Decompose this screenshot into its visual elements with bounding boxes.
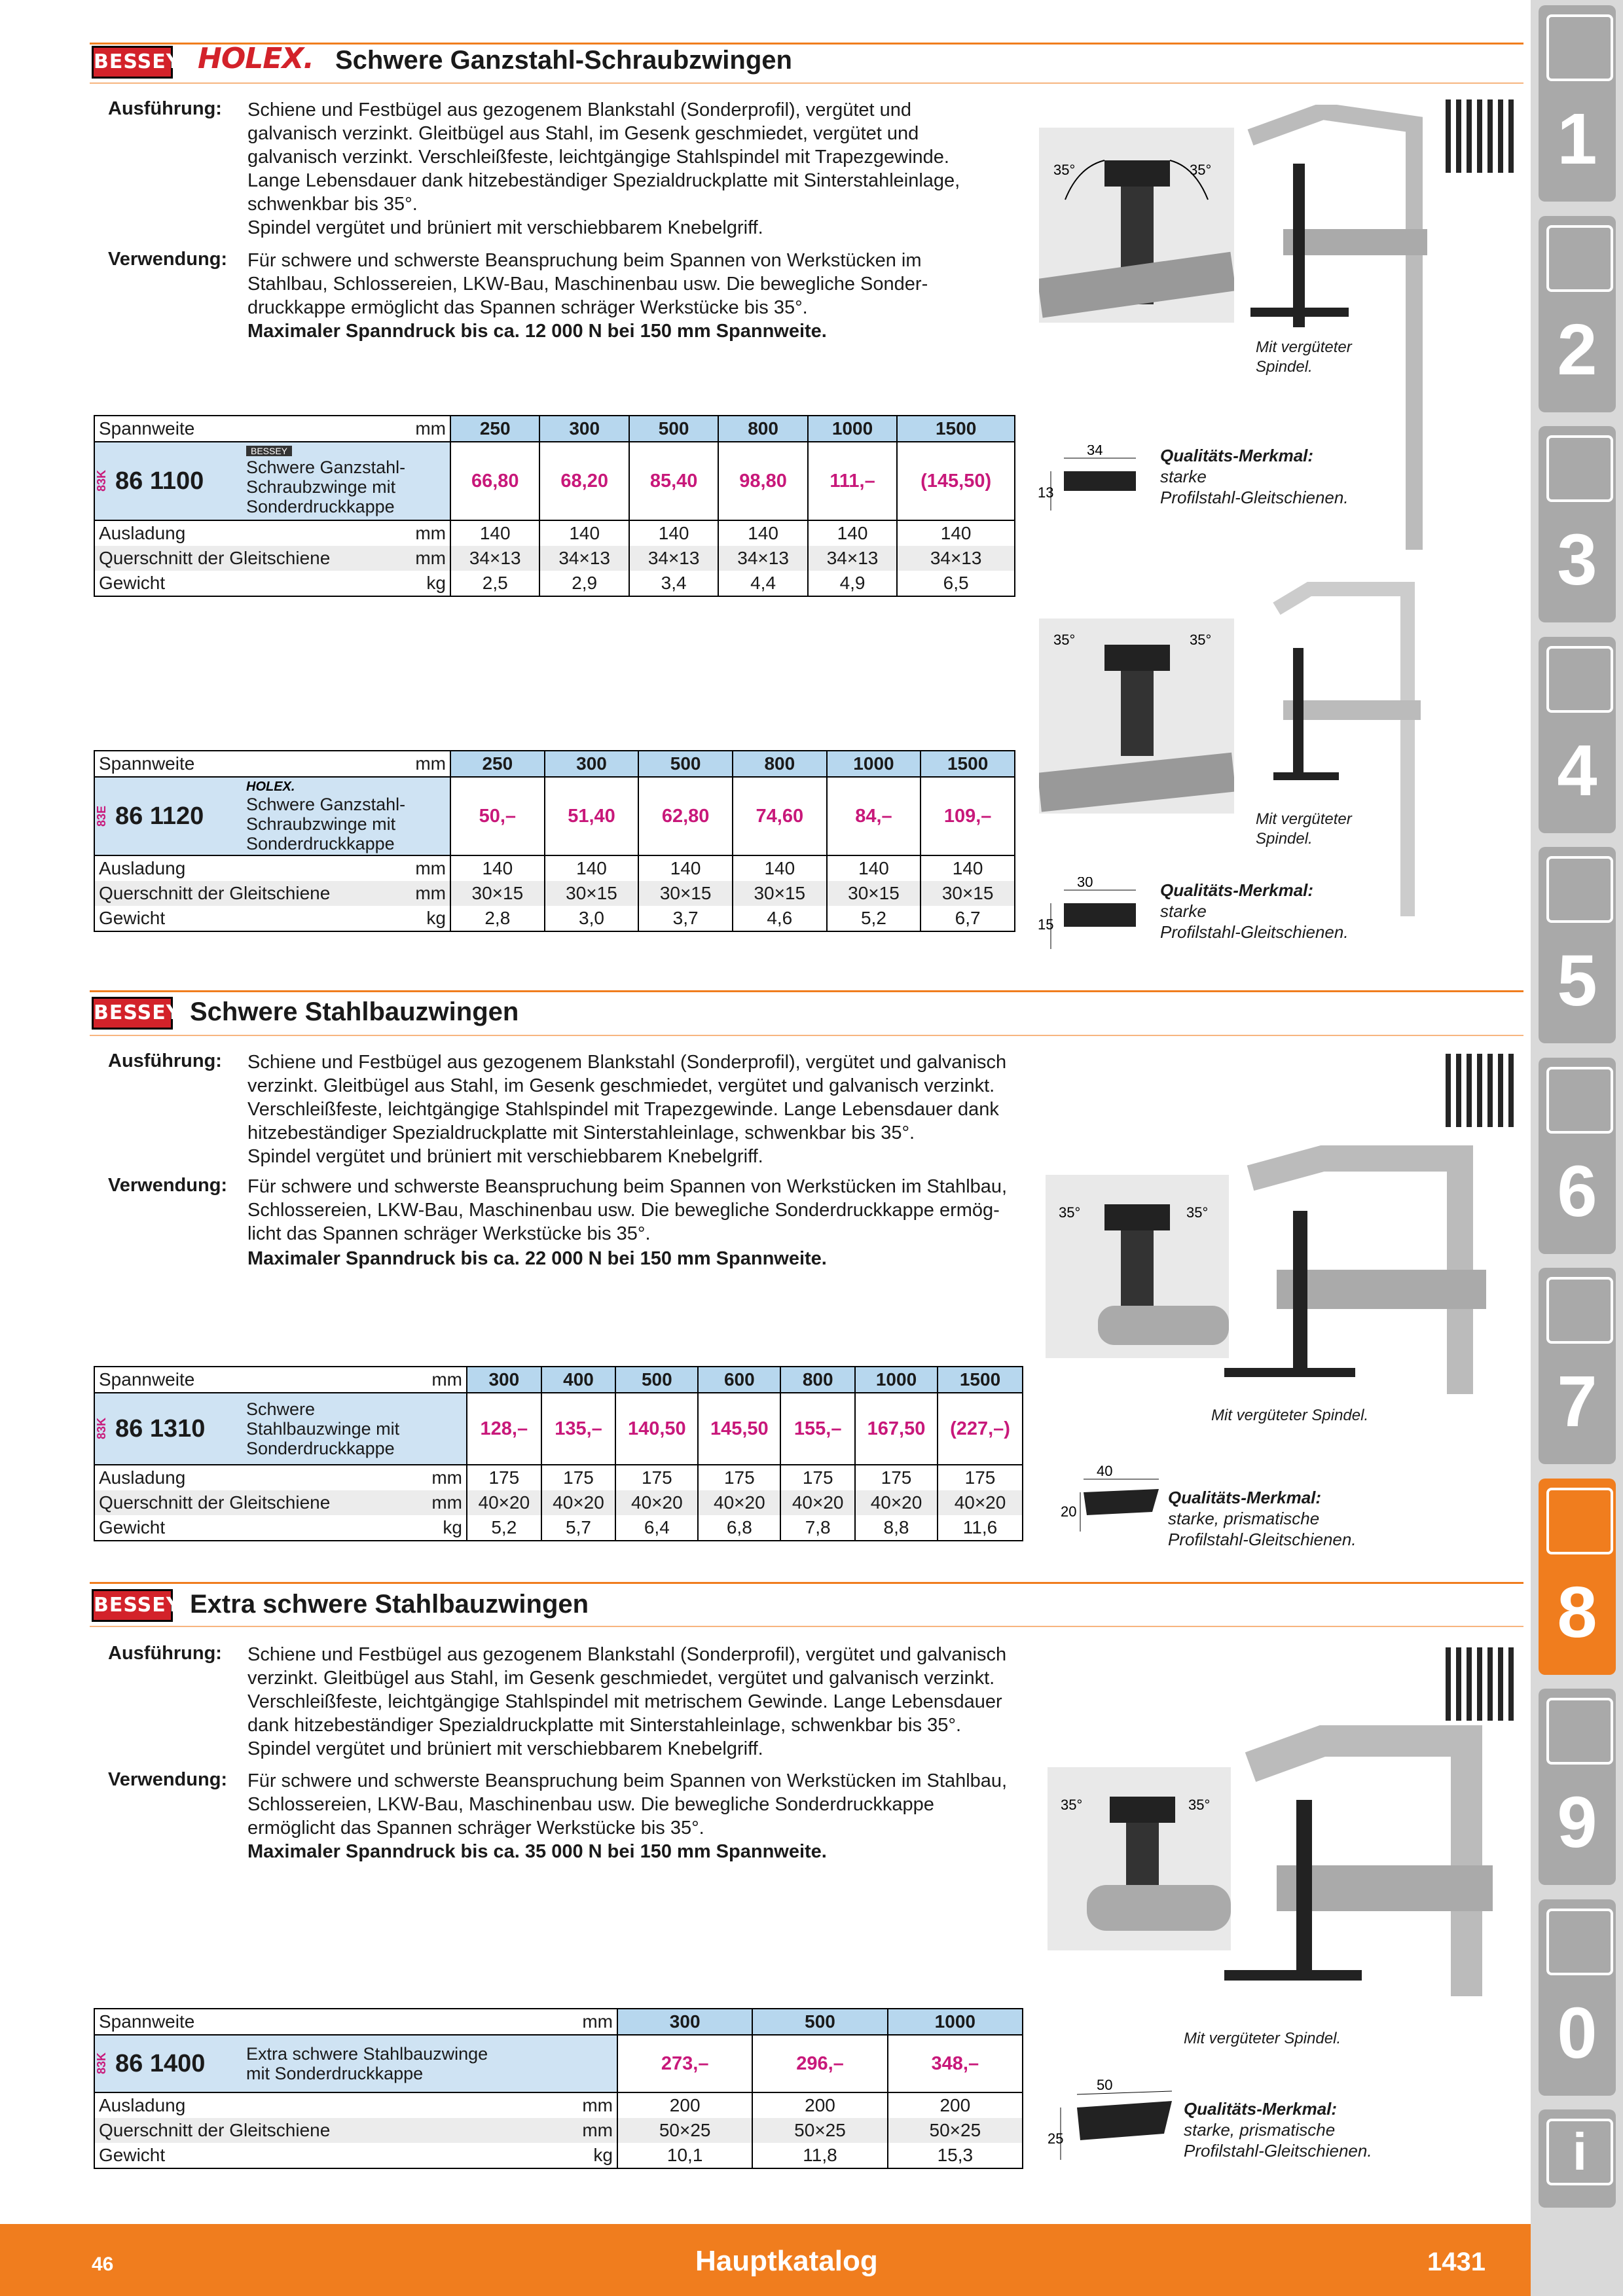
- row-label: Ausladung: [99, 523, 186, 543]
- rail-profile-diagram: [1048, 2078, 1178, 2163]
- qr-code[interactable]: [1446, 99, 1519, 173]
- cell: 140: [827, 855, 921, 881]
- pressure-cap-photo-3: [1046, 1175, 1229, 1358]
- row-unit: kg: [426, 573, 446, 593]
- table-row: [94, 571, 1015, 596]
- chapter-number: 9: [1557, 1782, 1597, 1863]
- page-footer: [0, 2224, 1531, 2296]
- table-head-label: [94, 2009, 617, 2035]
- table-row: [94, 855, 1015, 881]
- cell: 5,2: [467, 1515, 541, 1541]
- price-code: 83K: [95, 470, 108, 492]
- table-row: [94, 2143, 1023, 2168]
- cell: 175: [541, 1465, 616, 1490]
- spanndruck-text: Maximaler Spanndruck bis ca. 35 000 N bei 150 mm Spannweite.: [247, 1841, 827, 1862]
- chapter-number: 5: [1557, 941, 1597, 1021]
- clamp-photo-2: [1270, 576, 1440, 929]
- price-table-861310: [94, 1366, 1023, 1541]
- row-unit: mm: [582, 2095, 613, 2115]
- size-col: 500: [629, 416, 718, 442]
- price: 128,–: [467, 1393, 541, 1465]
- size-col: 1500: [897, 416, 1015, 442]
- table-row: [94, 906, 1015, 931]
- verwendung-label: Verwendung:: [108, 1769, 228, 1790]
- size-col: 600: [698, 1367, 780, 1393]
- table-row: [94, 2118, 1023, 2143]
- cell: 140: [629, 520, 718, 546]
- quality-label: Qualitäts-Merkmal:: [1168, 1488, 1322, 1507]
- quality-note: [1160, 445, 1349, 508]
- size-col: 800: [733, 751, 827, 777]
- bessey-mini-logo: BESSEY: [246, 446, 292, 456]
- cell: 140: [450, 855, 545, 881]
- price: 348,–: [888, 2035, 1023, 2092]
- row-label: Gewicht: [99, 2145, 166, 2165]
- cell: 40×20: [780, 1490, 855, 1515]
- angle-label: 35°: [1061, 1797, 1083, 1813]
- row-unit: mm: [415, 883, 446, 903]
- table-head-text: Spannweite: [99, 418, 195, 439]
- chuck-icon: [1546, 435, 1613, 502]
- section-title: Schwere Stahlbauzwingen: [190, 997, 519, 1026]
- table-head-text: Spannweite: [99, 2011, 195, 2032]
- rail-height: 15: [1038, 916, 1054, 933]
- holex-mini-logo: HOLEX.: [246, 779, 295, 794]
- cell: 7,8: [780, 1515, 855, 1541]
- table-head-label: [94, 1367, 467, 1393]
- price: 273,–: [617, 2035, 752, 2092]
- pressure-cap-photo-4: [1048, 1767, 1231, 1950]
- rail-width: 30: [1077, 877, 1093, 890]
- cell: 140: [733, 855, 827, 881]
- row-unit: mm: [582, 2120, 613, 2140]
- catalog-title: Hauptkatalog: [695, 2245, 878, 2277]
- chapter-number: 8: [1557, 1572, 1597, 1653]
- article-description: Extra schwere Stahlbauzwinge mit Sonderdruckkappe: [246, 2044, 488, 2083]
- cell: 3,4: [629, 571, 718, 596]
- chapter-tab-6[interactable]: [1539, 1058, 1616, 1254]
- size-col: 250: [450, 751, 545, 777]
- table-row: [94, 2092, 1023, 2118]
- rail-width: 34: [1087, 445, 1103, 458]
- section-title: Schwere Ganzstahl-Schraubzwingen: [335, 46, 792, 75]
- row-label: Ausladung: [99, 858, 186, 878]
- row-unit: kg: [593, 2145, 613, 2165]
- cell: 175: [615, 1465, 698, 1490]
- size-col: 1000: [888, 2009, 1023, 2035]
- saw-blade-icon: [1546, 856, 1613, 923]
- cell: 140: [539, 520, 629, 546]
- table-row: [94, 520, 1015, 546]
- angle-label: 35°: [1190, 162, 1212, 178]
- price: 145,50: [698, 1393, 780, 1465]
- angle-label: 35°: [1053, 162, 1076, 178]
- pressure-cap-photo: [1039, 128, 1234, 323]
- cell: 30×15: [545, 881, 639, 906]
- quality-text: starke, prismatische Profilstahl-Gleitschienen.: [1168, 1509, 1357, 1549]
- table-head-label: [94, 416, 450, 442]
- quality-text: starke, prismatische Profilstahl-Gleitschienen.: [1184, 2120, 1372, 2161]
- rail-height: 20: [1061, 1503, 1077, 1520]
- article-cell: [94, 1393, 467, 1465]
- quality-note: [1184, 2098, 1372, 2161]
- size-col: 1500: [921, 751, 1015, 777]
- qr-code[interactable]: [1446, 1647, 1519, 1721]
- cell: 40×20: [467, 1490, 541, 1515]
- row-unit: mm: [431, 1467, 462, 1488]
- angle-label: 35°: [1053, 632, 1076, 648]
- chapter-number: 2: [1557, 310, 1597, 390]
- cell: 50×25: [888, 2118, 1023, 2143]
- price: (145,50): [897, 442, 1015, 520]
- rail-profile-diagram: [1038, 877, 1149, 956]
- cell: 30×15: [733, 881, 827, 906]
- price: 111,–: [808, 442, 897, 520]
- angle-label: 35°: [1190, 632, 1212, 648]
- size-col: 500: [752, 2009, 887, 2035]
- cutting-insert-icon: [1546, 225, 1613, 292]
- clamp-icon: [1546, 1488, 1613, 1554]
- cell: 40×20: [855, 1490, 938, 1515]
- price: 98,80: [718, 442, 807, 520]
- section-title-rule: [90, 82, 1523, 84]
- chapter-tab-7[interactable]: [1539, 1268, 1616, 1464]
- size-col: 300: [617, 2009, 752, 2035]
- ausfuehrung-text: Schiene und Festbügel aus gezogenem Blankstahl (Sonderprofil), vergütet und galvanisch verzinkt. Gleitbügel aus Stahl, im Gesenk geschmiedet, vergütet und galvanisch verzinkt. Verschleißfeste, leichtgängige Stahlspindel mit Trapezgewinde. Lange Lebensdauer dank hitzebeständiger Spezialdruckplatte mit Sinterstahleinlage, schwenkbar bis 35°. Spindel vergütet und brüniert mit verschiebbarem Knebelgriff.: [247, 1052, 1007, 1167]
- cell: 34×13: [539, 546, 629, 571]
- verwendung-text: Für schwere und schwerste Beanspruchung beim Spannen von Werkstücken im Stahlbau, Schlossereien, LKW-Bau, Maschinenbau usw. Die bewegliche Sonderdruckkappe ermög- licht das Spannen schräger Werkstücke bis 35°.: [247, 1176, 1008, 1244]
- cell: 50×25: [752, 2118, 887, 2143]
- price: 296,–: [752, 2035, 887, 2092]
- row-unit: mm: [415, 523, 446, 543]
- size-col: 400: [541, 1367, 616, 1393]
- row-unit: mm: [415, 858, 446, 878]
- row-unit: kg: [443, 1517, 462, 1537]
- cell: 140: [545, 855, 639, 881]
- wrench-screwdriver-icon: [1546, 1067, 1613, 1134]
- section-title-rule: [90, 1626, 1523, 1627]
- row-label: Ausladung: [99, 1467, 186, 1488]
- bessey-logo: BESSEY: [92, 997, 173, 1030]
- chapter-number: 6: [1557, 1151, 1597, 1232]
- spanndruck-text: Maximaler Spanndruck bis ca. 12 000 N bei 150 mm Spannweite.: [247, 321, 827, 342]
- verwendung-text: Für schwere und schwerste Beanspruchung beim Spannen von Werkstücken im Stahlbau, Schlossereien, LKW-Bau, Maschinenbau usw. Die bewegliche Sonderdruckkappe ermöglicht das Spannen schräger Werkstücke bis 35°.: [247, 1770, 1008, 1839]
- chapter-number: 0: [1557, 1993, 1597, 2073]
- article-description: Schwere Ganzstahl- Schraubzwinge mit Sonderdruckkappe: [246, 457, 406, 516]
- quality-label: Qualitäts-Merkmal:: [1160, 880, 1314, 900]
- spindle-caption: Mit vergüteter Spindel.: [1184, 2030, 1341, 2047]
- size-col: 250: [450, 416, 539, 442]
- cell: 30×15: [827, 881, 921, 906]
- section-top-rule: [90, 1582, 1523, 1584]
- table-head-unit: mm: [582, 2011, 613, 2032]
- rail-height: 13: [1038, 484, 1054, 501]
- cell: 50×25: [617, 2118, 752, 2143]
- price: 74,60: [733, 777, 827, 855]
- table-head-unit: mm: [415, 753, 446, 774]
- size-col: 500: [638, 751, 733, 777]
- cell: 5,2: [827, 906, 921, 931]
- size-col: 300: [467, 1367, 541, 1393]
- price: 140,50: [615, 1393, 698, 1465]
- row-unit: kg: [426, 908, 446, 928]
- article-number[interactable]: 86 1400: [115, 2049, 206, 2077]
- cell: 34×13: [718, 546, 807, 571]
- ausfuehrung-label: Ausführung:: [108, 1643, 222, 1664]
- table-row: [94, 546, 1015, 571]
- chapter-number: 3: [1557, 520, 1597, 600]
- chapter-tab-2[interactable]: [1539, 216, 1616, 412]
- article-description: Schwere Stahlbauzwinge mit Sonderdruckkappe: [246, 1399, 400, 1458]
- chapter-tab-9[interactable]: [1539, 1689, 1616, 1885]
- angle-label: 35°: [1186, 1204, 1209, 1221]
- cell: 2,9: [539, 571, 629, 596]
- chapter-tab-info[interactable]: [1539, 2109, 1616, 2208]
- row-unit: mm: [431, 1492, 462, 1513]
- spanndruck-text: Maximaler Spanndruck bis ca. 22 000 N bei 150 mm Spannweite.: [247, 1248, 827, 1269]
- holex-logo: HOLEX.: [198, 42, 314, 75]
- cell: 30×15: [638, 881, 733, 906]
- cell: 30×15: [921, 881, 1015, 906]
- row-unit: mm: [415, 548, 446, 568]
- size-col: 1000: [855, 1367, 938, 1393]
- cell: 10,1: [617, 2143, 752, 2168]
- article-cell: [94, 777, 450, 855]
- price: 84,–: [827, 777, 921, 855]
- cell: 34×13: [897, 546, 1015, 571]
- size-col: 1000: [808, 416, 897, 442]
- cell: 175: [698, 1465, 780, 1490]
- cell: 34×13: [808, 546, 897, 571]
- row-label: Ausladung: [99, 2095, 186, 2115]
- rail-height: 25: [1048, 2130, 1064, 2147]
- table-head-unit: mm: [431, 1369, 462, 1390]
- cell: 5,7: [541, 1515, 616, 1541]
- cell: 140: [808, 520, 897, 546]
- price: (227,–): [938, 1393, 1023, 1465]
- cell: 140: [897, 520, 1015, 546]
- cell: 40×20: [698, 1490, 780, 1515]
- table-head-text: Spannweite: [99, 753, 195, 774]
- size-col: 500: [615, 1367, 698, 1393]
- angle-label: 35°: [1059, 1204, 1081, 1221]
- page-number-right: 1431: [1427, 2248, 1486, 2276]
- chapter-tab-0[interactable]: [1539, 1899, 1616, 2096]
- chapter-number: 7: [1557, 1361, 1597, 1442]
- cell: 34×13: [629, 546, 718, 571]
- cell: 11,6: [938, 1515, 1023, 1541]
- quality-label: Qualitäts-Merkmal:: [1160, 446, 1314, 465]
- size-col: 300: [539, 416, 629, 442]
- row-label: Querschnitt der Gleitschiene: [99, 883, 331, 903]
- cell: 175: [467, 1465, 541, 1490]
- quality-note: [1168, 1487, 1357, 1550]
- section-title: Extra schwere Stahlbauzwingen: [190, 1590, 589, 1619]
- table-row: [94, 881, 1015, 906]
- chapter-tab-3[interactable]: [1539, 426, 1616, 622]
- price: 85,40: [629, 442, 718, 520]
- cell: 3,7: [638, 906, 733, 931]
- cell: 140: [450, 520, 539, 546]
- size-col: 300: [545, 751, 639, 777]
- row-label: Gewicht: [99, 1517, 166, 1537]
- spindle-caption: Mit vergüteter Spindel.: [1256, 338, 1352, 376]
- rail-profile-diagram: [1061, 1463, 1165, 1535]
- angle-label: 35°: [1188, 1797, 1211, 1813]
- cell: 4,6: [733, 906, 827, 931]
- size-col: 800: [718, 416, 807, 442]
- cell: 6,7: [921, 906, 1015, 931]
- cell: 4,4: [718, 571, 807, 596]
- cell: 34×13: [450, 546, 539, 571]
- safety-goggles-icon: [1546, 1909, 1613, 1975]
- cell: 140: [921, 855, 1015, 881]
- price-code: 83K: [95, 1418, 108, 1440]
- price: 109,–: [921, 777, 1015, 855]
- pliers-hammer-icon: [1546, 1277, 1613, 1344]
- quality-label: Qualitäts-Merkmal:: [1184, 2099, 1338, 2119]
- cell: 2,5: [450, 571, 539, 596]
- cell: 6,4: [615, 1515, 698, 1541]
- page-number-left: 46: [92, 2253, 114, 2275]
- clamp-photo-3: [1211, 1139, 1512, 1401]
- price-code: 83K: [95, 2053, 108, 2075]
- clamp-photo-4: [1218, 1721, 1519, 2003]
- price: 167,50: [855, 1393, 938, 1465]
- cell: 8,8: [855, 1515, 938, 1541]
- cell: 175: [938, 1465, 1023, 1490]
- pressure-cap-photo-2: [1039, 619, 1234, 814]
- quality-note: [1160, 880, 1349, 942]
- spindle-caption: Mit vergüteter Spindel.: [1256, 810, 1352, 848]
- cell: 6,8: [698, 1515, 780, 1541]
- section-title-rule: [90, 1035, 1523, 1036]
- rail-width: 40: [1097, 1463, 1113, 1479]
- chapter-tab-1[interactable]: [1539, 5, 1616, 202]
- article-description: Schwere Ganzstahl- Schraubzwinge mit Sonderdruckkappe: [246, 794, 406, 853]
- bessey-logo: BESSEY: [92, 46, 173, 79]
- section-top-rule: [90, 990, 1523, 992]
- verwendung-label: Verwendung:: [108, 249, 228, 270]
- row-label: Querschnitt der Gleitschiene: [99, 1492, 331, 1513]
- price-table-861100: [94, 415, 1015, 597]
- chapter-number: 1: [1557, 99, 1597, 179]
- rail-width: 50: [1097, 2078, 1113, 2093]
- cell: 140: [638, 855, 733, 881]
- table-head-text: Spannweite: [99, 1369, 195, 1390]
- cell: 40×20: [938, 1490, 1023, 1515]
- article-cell: [94, 2035, 617, 2092]
- cell: 200: [752, 2092, 887, 2118]
- cell: 3,0: [545, 906, 639, 931]
- row-label: Querschnitt der Gleitschiene: [99, 2120, 331, 2140]
- qr-code[interactable]: [1446, 1054, 1519, 1127]
- rail-profile-diagram: [1038, 445, 1149, 517]
- chapter-number: 4: [1557, 730, 1597, 811]
- cell: 200: [888, 2092, 1023, 2118]
- article-number[interactable]: 86 1310: [115, 1414, 206, 1443]
- cell: 140: [718, 520, 807, 546]
- article-number[interactable]: 86 1120: [115, 802, 204, 830]
- cell: 15,3: [888, 2143, 1023, 2168]
- row-label: Gewicht: [99, 573, 166, 593]
- cell: 175: [855, 1465, 938, 1490]
- table-row: [94, 1465, 1023, 1490]
- cell: 11,8: [752, 2143, 887, 2168]
- caliper-icon: [1546, 646, 1613, 713]
- spindle-caption: Mit vergüteter Spindel.: [1211, 1407, 1369, 1424]
- cell: 40×20: [541, 1490, 616, 1515]
- quality-text: starke Profilstahl-Gleitschienen.: [1160, 901, 1349, 942]
- cell: 6,5: [897, 571, 1015, 596]
- price: 68,20: [539, 442, 629, 520]
- table-row: [94, 1490, 1023, 1515]
- cell: 2,8: [450, 906, 545, 931]
- article-cell: [94, 442, 450, 520]
- cabinet-icon: [1546, 1698, 1613, 1765]
- price: 155,–: [780, 1393, 855, 1465]
- verwendung-label: Verwendung:: [108, 1175, 228, 1196]
- quality-text: starke Profilstahl-Gleitschienen.: [1160, 467, 1349, 507]
- cell: 175: [780, 1465, 855, 1490]
- row-label: Querschnitt der Gleitschiene: [99, 548, 331, 568]
- price-table-861400: [94, 2008, 1023, 2169]
- ausfuehrung-label: Ausführung:: [108, 1050, 222, 1071]
- cell: 200: [617, 2092, 752, 2118]
- verwendung-text: Für schwere und schwerste Beanspruchung beim Spannen von Werkstücken im Stahlbau, Schlossereien, LKW-Bau, Maschinenbau usw. Die bewegliche Sonder- druckkappe ermöglicht das Spannen schräger Werkstücke bis 35°.: [247, 250, 928, 318]
- price-table-861120: [94, 750, 1015, 932]
- ausfuehrung-text: Schiene und Festbügel aus gezogenem Blankstahl (Sonderprofil), vergütet und galvanisch verzinkt. Gleitbügel aus Stahl, im Gesenk geschmiedet, vergütet und galvanisch verzinkt. Verschleißfeste, leichtgängige Stahlspindel mit Trapezgewinde. Lange Lebensdauer dank hitzebeständiger Spezialdruckplatte mit Sinterstahleinlage, schwenkbar bis 35°. Spindel vergütet und brüniert mit verschiebbarem Knebelgriff.: [247, 99, 960, 238]
- price: 66,80: [450, 442, 539, 520]
- price-code: 83E: [95, 805, 108, 827]
- chapter-tab-5[interactable]: [1539, 847, 1616, 1043]
- cell: 40×20: [615, 1490, 698, 1515]
- ausfuehrung-text: Schiene und Festbügel aus gezogenem Blankstahl (Sonderprofil), vergütet und galvanisch verzinkt. Gleitbügel aus Stahl, im Gesenk geschmiedet, vergütet und galvanisch verzinkt. Verschleißfeste, leichtgängige Stahlspindel mit metrischem Gewinde. Lange Lebensdauer dank hitzebeständiger Spezialdruckplatte mit Sinterstahleinlage, schwenkbar bis 35°. Spindel vergütet und brüniert mit verschiebbarem Knebelgriff.: [247, 1644, 1007, 1759]
- price: 62,80: [638, 777, 733, 855]
- size-col: 1500: [938, 1367, 1023, 1393]
- info-icon: i: [1546, 2119, 1613, 2185]
- size-col: 800: [780, 1367, 855, 1393]
- size-col: 1000: [827, 751, 921, 777]
- table-head-label: [94, 751, 450, 777]
- table-row: [94, 1515, 1023, 1541]
- price: 135,–: [541, 1393, 616, 1465]
- bessey-logo: BESSEY: [92, 1589, 173, 1622]
- chapter-tab-8[interactable]: [1539, 1479, 1616, 1675]
- cell: 30×15: [450, 881, 545, 906]
- drill-bit-icon: [1546, 14, 1613, 81]
- article-number[interactable]: 86 1100: [115, 467, 204, 495]
- price: 51,40: [545, 777, 639, 855]
- chapter-tab-4[interactable]: [1539, 637, 1616, 833]
- cell: 4,9: [808, 571, 897, 596]
- ausfuehrung-label: Ausführung:: [108, 98, 222, 119]
- price: 50,–: [450, 777, 545, 855]
- row-label: Gewicht: [99, 908, 166, 928]
- table-head-unit: mm: [415, 418, 446, 439]
